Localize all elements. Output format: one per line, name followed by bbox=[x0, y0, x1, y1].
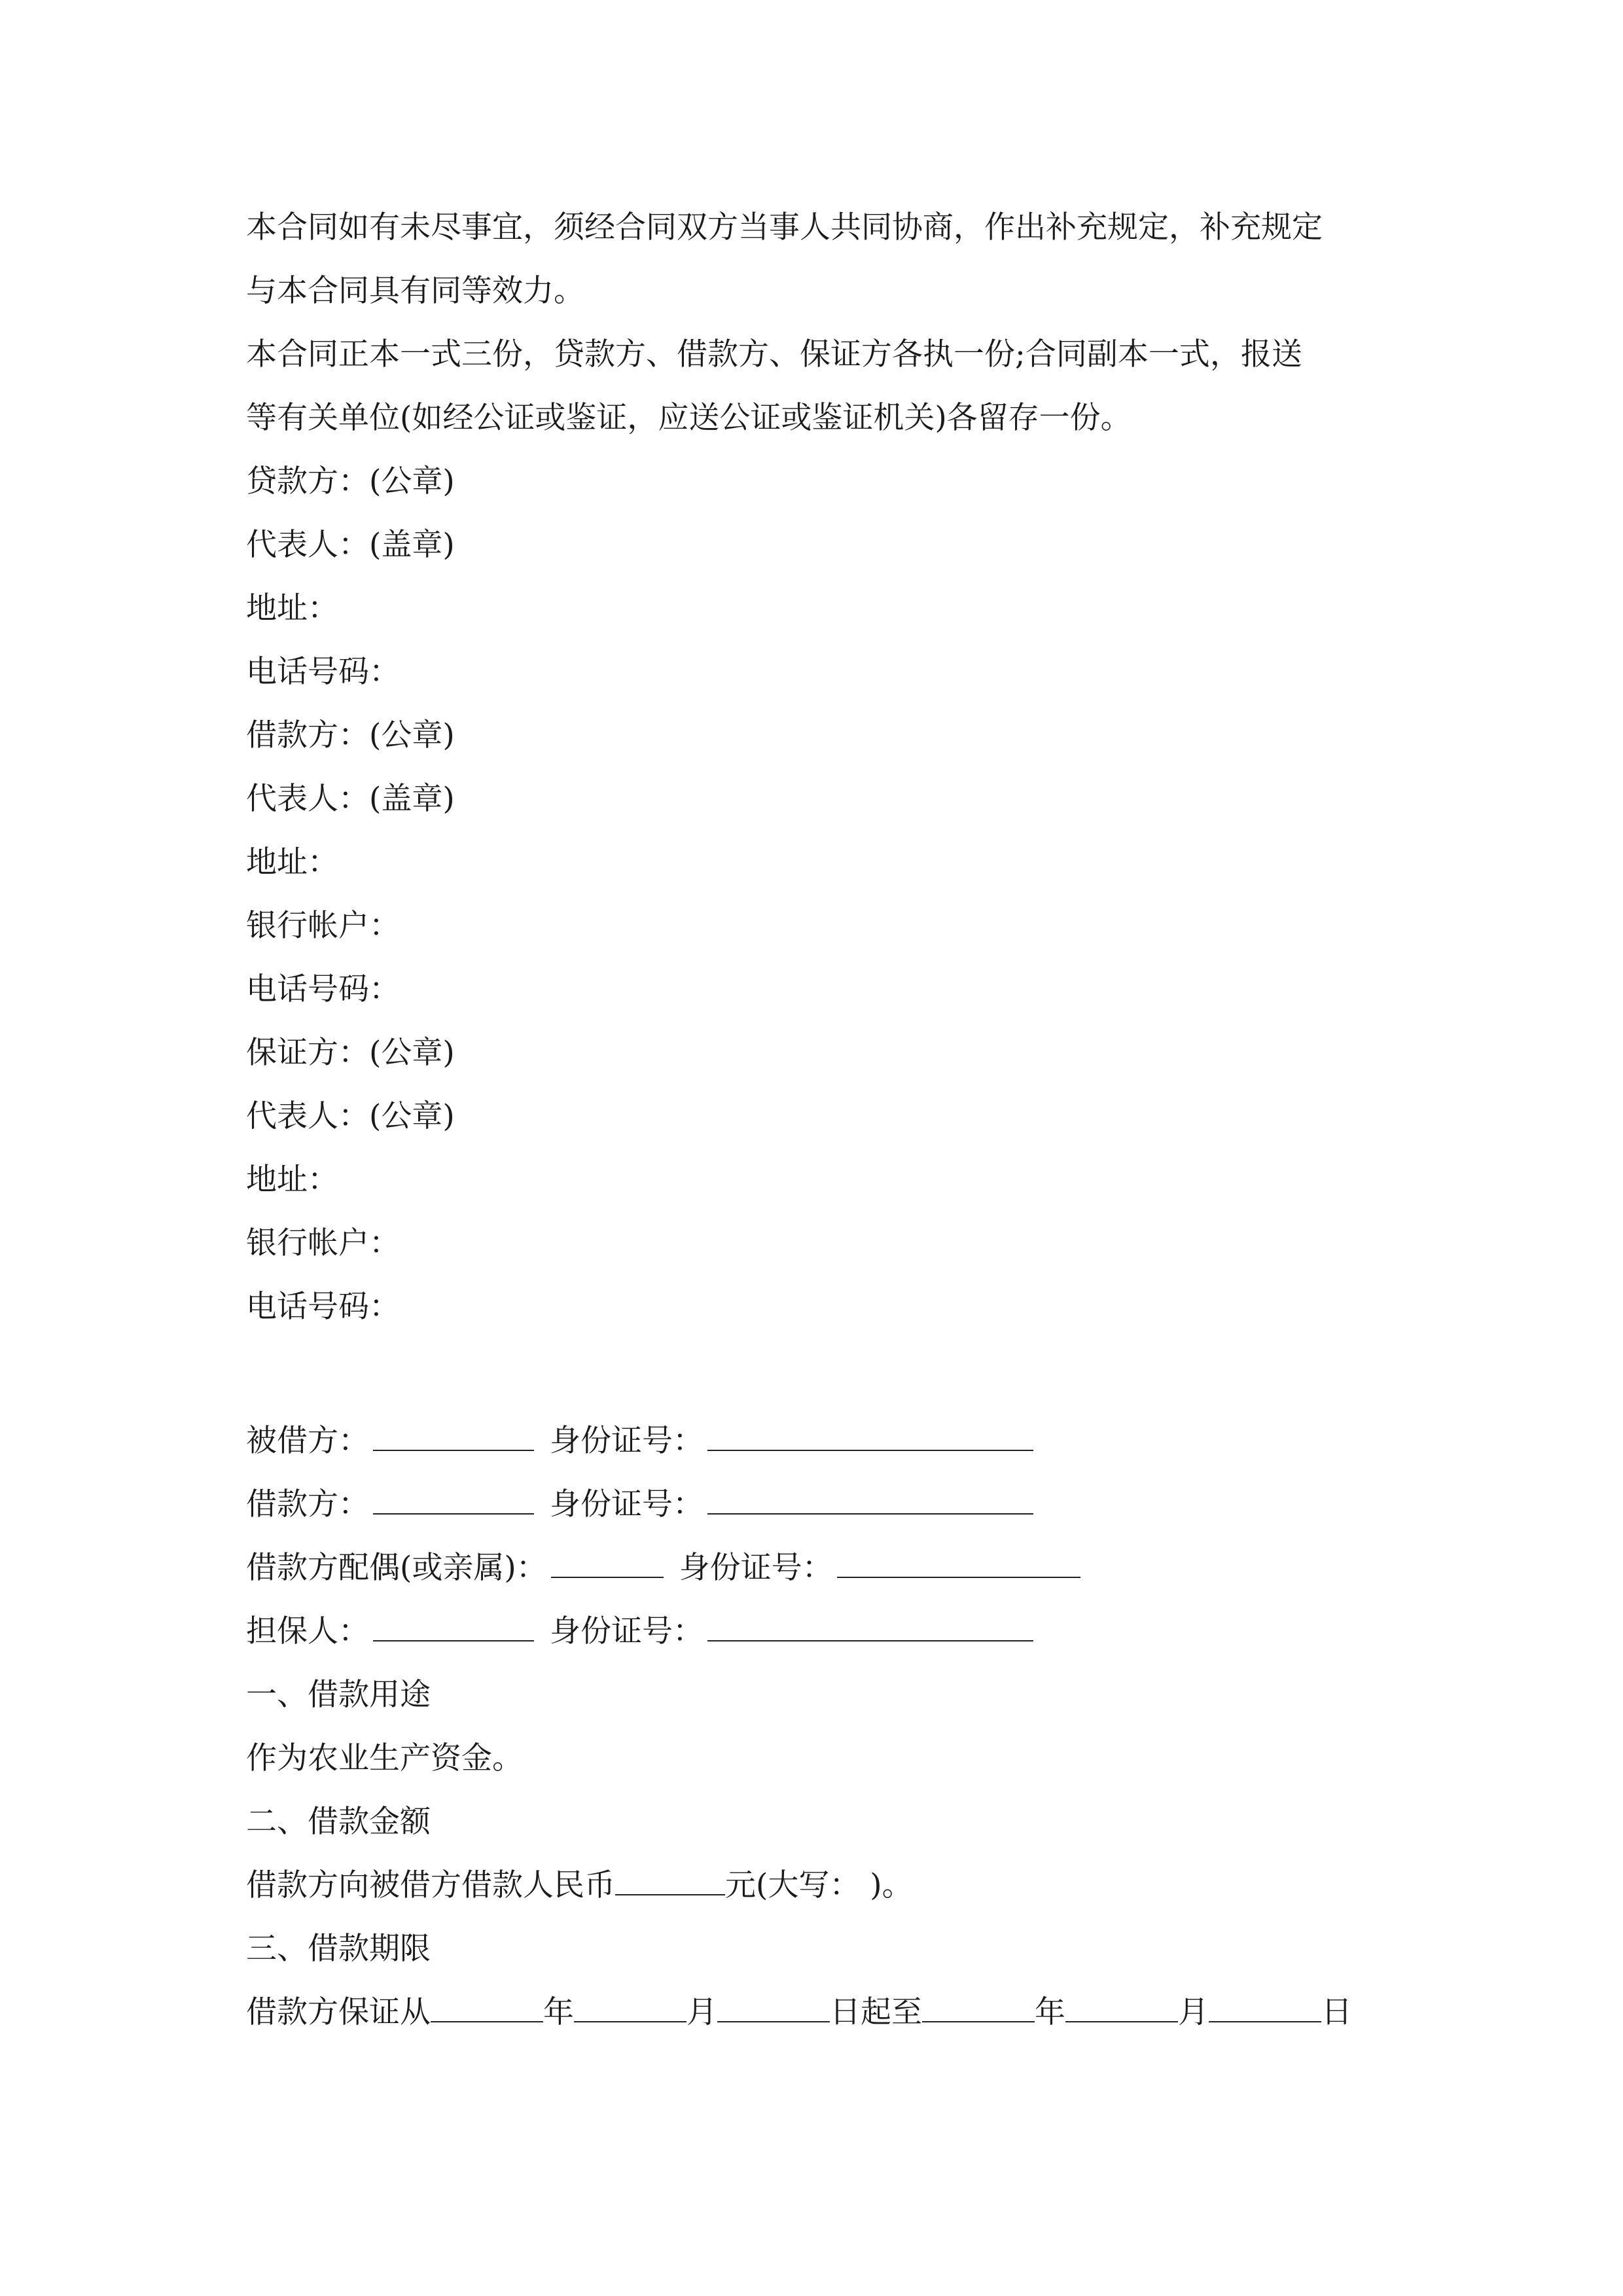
month-label: 月 bbox=[1178, 1994, 1209, 2030]
day-label: 日 bbox=[1321, 1994, 1352, 2030]
guarantor-bank: 银行帐户： bbox=[246, 1225, 400, 1261]
spouse-blank[interactable] bbox=[551, 1574, 664, 1578]
paragraph-line: 本合同如有未尽事宜，须经合同双方当事人共同协商，作出补充规定，补充规定 bbox=[246, 209, 1323, 245]
borrowed-party-label: 被借方： bbox=[246, 1423, 369, 1459]
guarantor-party: 保证方：(公章) bbox=[246, 1035, 455, 1071]
start-year-blank[interactable] bbox=[431, 2018, 543, 2022]
end-day-blank[interactable] bbox=[1209, 2018, 1321, 2022]
borrowing-party-blank[interactable] bbox=[373, 1511, 534, 1515]
form-row-spouse bbox=[246, 1547, 1084, 1589]
borrower-rep: 代表人：(盖章) bbox=[246, 781, 455, 817]
year-label: 年 bbox=[543, 1994, 574, 2030]
end-year-blank[interactable] bbox=[922, 2018, 1035, 2022]
guarantor-blank[interactable] bbox=[373, 1638, 534, 1641]
borrowed-party-blank[interactable] bbox=[373, 1447, 534, 1451]
id-number-blank[interactable] bbox=[707, 1638, 1033, 1641]
borrower-bank: 银行帐户： bbox=[246, 908, 400, 944]
borrower-party: 借款方：(公章) bbox=[246, 717, 455, 753]
paragraph-line: 与本合同具有同等效力。 bbox=[246, 273, 584, 309]
guarantor-address: 地址： bbox=[246, 1162, 338, 1198]
lender-address: 地址： bbox=[246, 590, 338, 626]
lender-rep: 代表人：(盖章) bbox=[246, 527, 455, 563]
year-label: 年 bbox=[1035, 1994, 1065, 2030]
id-number-blank[interactable] bbox=[837, 1574, 1080, 1578]
amount-label: 借款方向被借方借款人民币 bbox=[246, 1867, 615, 1903]
guarantor-label: 担保人： bbox=[246, 1613, 369, 1649]
lender-party: 贷款方：(公章) bbox=[246, 463, 455, 499]
form-row-borrowing-party bbox=[246, 1484, 1037, 1526]
section-1-body: 作为农业生产资金。 bbox=[246, 1740, 523, 1776]
id-label: 身份证号： bbox=[550, 1423, 704, 1459]
start-month-blank[interactable] bbox=[574, 2018, 687, 2022]
paragraph-line: 等有关单位(如经公证或鉴证，应送公证或鉴证机关)各留存一份。 bbox=[246, 400, 1132, 436]
amount-blank[interactable] bbox=[615, 1892, 725, 1895]
guarantor-phone: 电话号码： bbox=[246, 1289, 400, 1325]
borrower-address: 地址： bbox=[246, 844, 338, 880]
section-3-body bbox=[246, 1992, 1352, 2034]
id-number-blank[interactable] bbox=[707, 1511, 1033, 1515]
section-2-body bbox=[246, 1865, 913, 1907]
id-label: 身份证号： bbox=[550, 1486, 704, 1522]
start-day-blank[interactable] bbox=[717, 2018, 830, 2022]
section-1-title: 一、借款用途 bbox=[246, 1677, 431, 1713]
id-number-blank[interactable] bbox=[707, 1447, 1033, 1451]
amount-uppercase-label: 元(大写： )。 bbox=[725, 1867, 913, 1903]
section-2-title: 二、借款金额 bbox=[246, 1804, 431, 1840]
guarantor-rep: 代表人：(公章) bbox=[246, 1098, 455, 1134]
term-label: 借款方保证从 bbox=[246, 1994, 431, 2030]
form-row-guarantor bbox=[246, 1611, 1037, 1653]
lender-phone: 电话号码： bbox=[246, 654, 400, 690]
end-month-blank[interactable] bbox=[1065, 2018, 1178, 2022]
id-label: 身份证号： bbox=[679, 1550, 833, 1586]
form-row-borrowed-party bbox=[246, 1420, 1037, 1462]
month-label: 月 bbox=[687, 1994, 717, 2030]
borrowing-party-label: 借款方： bbox=[246, 1486, 369, 1522]
borrower-phone: 电话号码： bbox=[246, 971, 400, 1007]
day-from-label: 日起至 bbox=[830, 1994, 922, 2030]
spouse-label: 借款方配偶(或亲属)： bbox=[246, 1550, 547, 1586]
section-3-title: 三、借款期限 bbox=[246, 1931, 431, 1967]
paragraph-line: 本合同正本一式三份，贷款方、借款方、保证方各执一份;合同副本一式，报送 bbox=[246, 336, 1302, 372]
id-label: 身份证号： bbox=[550, 1613, 704, 1649]
